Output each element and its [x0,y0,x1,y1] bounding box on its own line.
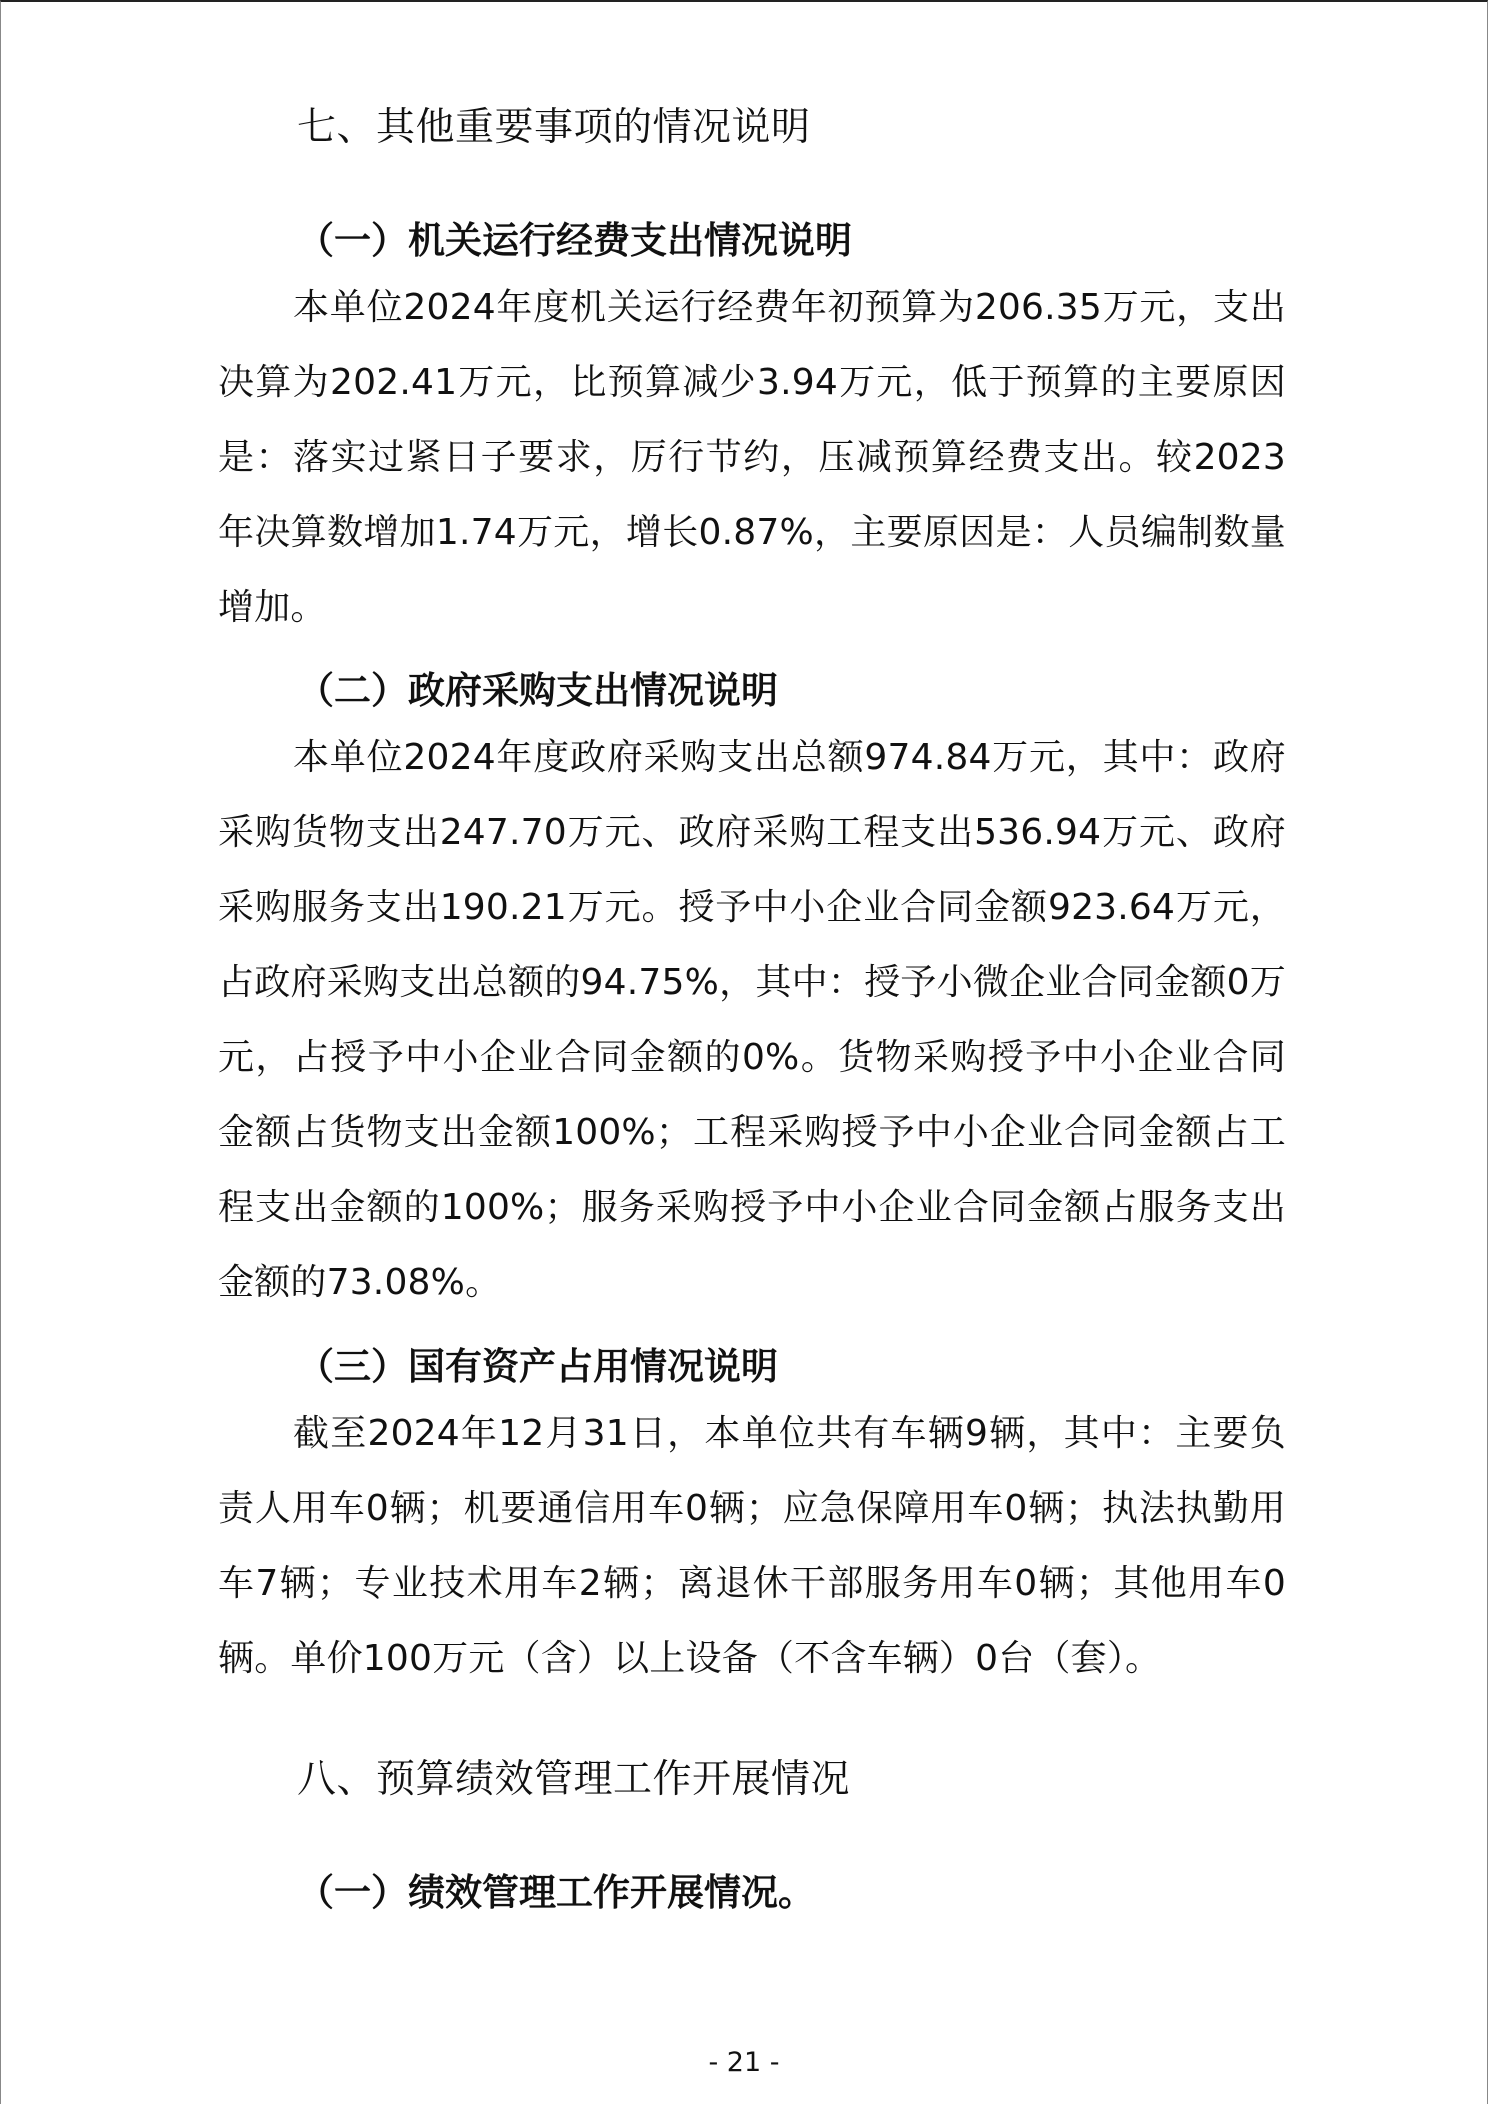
section-7-2-paragraph: 本单位2024年度政府采购支出总额974.84万元，其中：政府采购货物支出247.70万元、政府采购工程支出536.94万元、政府采购服务支出190.21万元。授予中小企业合同金额923.64万元，占政府采购支出总额的94.75%，其中：授予小微企业合同金额0万元，占授予中小企业合同金额的0%。货物采购授予中小企业合同金额占货物支出金额100%；工程采购授予中小企业合同金额占工程支出金额的100%；服务采购授予中小企业合同金额占服务支出金额的73.08%。 [218,737,1286,1303]
section-7-heading: 七、其他重要事项的情况说明 [297,105,811,150]
section-7-3-heading: （三）国有资产占用情况说明 [297,1345,778,1388]
section-8-heading: 八、预算绩效管理工作开展情况 [297,1757,851,1802]
page-number: - 21 - [708,2047,780,2078]
section-7-3-paragraph: 截至2024年12月31日，本单位共有车辆9辆，其中：主要负责人用车0辆；机要通信用车0辆；应急保障用车0辆；执法执勤用车7辆；专业技术用车2辆；离退休干部服务用车0辆；其他用车0辆。单价100万元（含）以上设备（不含车辆）0台（套）。 [218,1413,1286,1679]
section-7-2-heading: （二）政府采购支出情况说明 [297,669,778,712]
section-7-1-heading: （一）机关运行经费支出情况说明 [297,219,852,262]
section-8-1-heading: （一）绩效管理工作开展情况。 [297,1871,815,1914]
section-7-1-paragraph: 本单位2024年度机关运行经费年初预算为206.35万元，支出决算为202.41万元，比预算减少3.94万元，低于预算的主要原因是：落实过紧日子要求，厉行节约，压减预算经费支出。较2023年决算数增加1.74万元，增长0.87%，主要原因是：人员编制数量增加。 [218,287,1286,628]
